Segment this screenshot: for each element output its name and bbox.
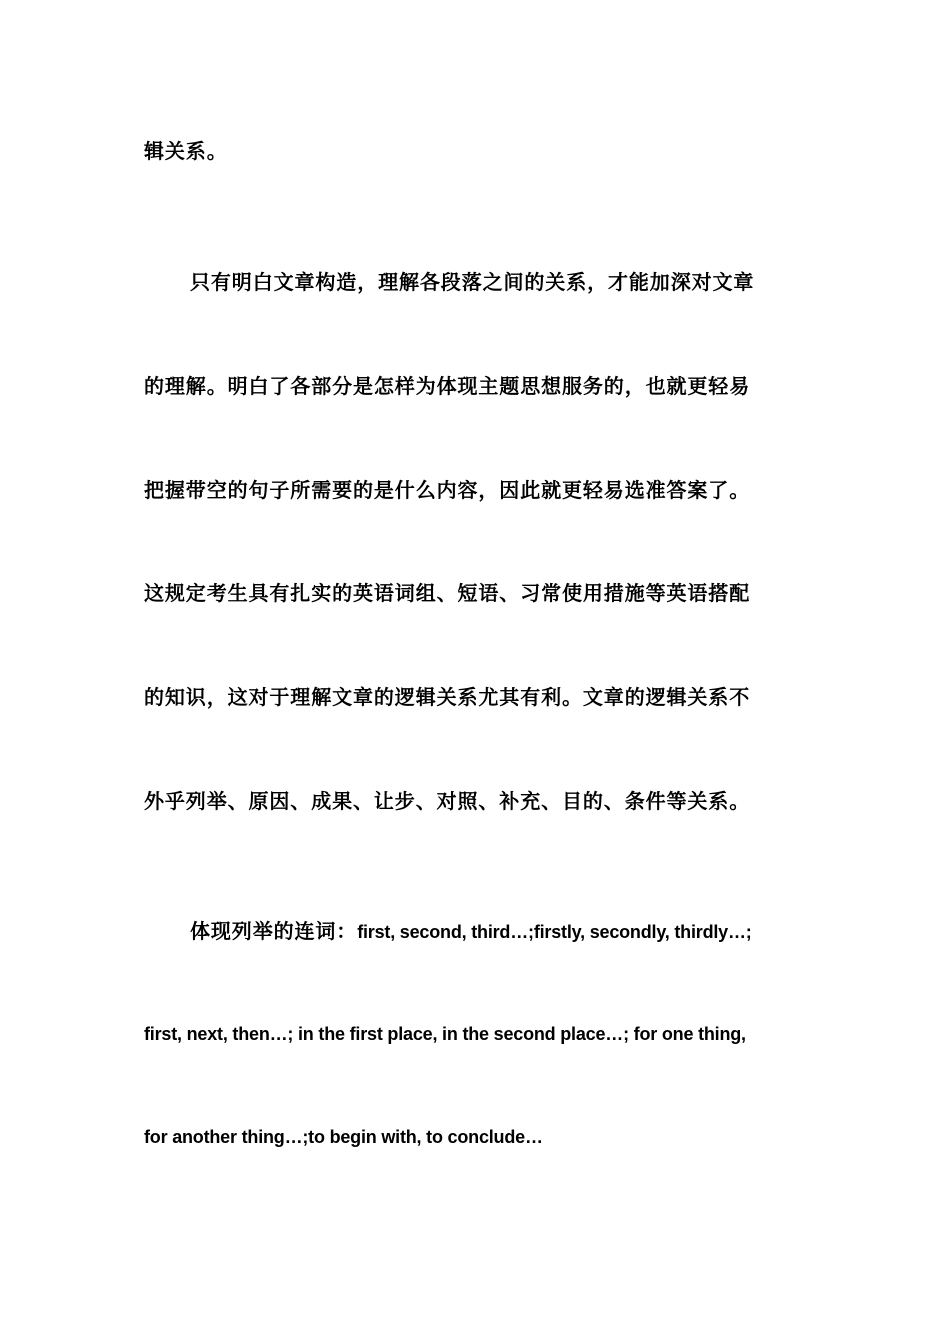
list-connectives-examples-1: first, second, third…;firstly, secondly, thirdly…; (357, 922, 752, 942)
paragraph-2-line-5: 的知识，这对于理解文章的逻辑关系尤其有利。文章的逻辑关系不 (144, 685, 751, 709)
paragraph-3-line-1 (190, 916, 806, 948)
paragraph-3-line-3: for another thing…;to begin with, to conclude… (144, 1127, 543, 1147)
paragraph-2-line-2: 的理解。明白了各部分是怎样为体现主题思想服务的，也就更轻易 (144, 374, 751, 398)
paragraph-2-line-3: 把握带空的句子所需要的是什么内容，因此就更轻易选准答案了。 (144, 478, 751, 502)
paragraph-2-line-4: 这规定考生具有扎实的英语词组、短语、习常使用措施等英语搭配 (144, 581, 751, 605)
paragraph-2-line-1: 只有明白文章构造，理解各段落之间的关系，才能加深对文章 (190, 270, 755, 294)
paragraph-3-line-2: first, next, then…; in the first place, in the second place…; for one thing, (144, 1024, 746, 1044)
paragraph-1-line-1: 辑关系。 (144, 139, 228, 163)
paragraph-2-line-6: 外乎列举、原因、成果、让步、对照、补充、目的、条件等关系。 (144, 789, 751, 813)
list-connectives-heading: 体现列举的连词： (190, 919, 358, 943)
